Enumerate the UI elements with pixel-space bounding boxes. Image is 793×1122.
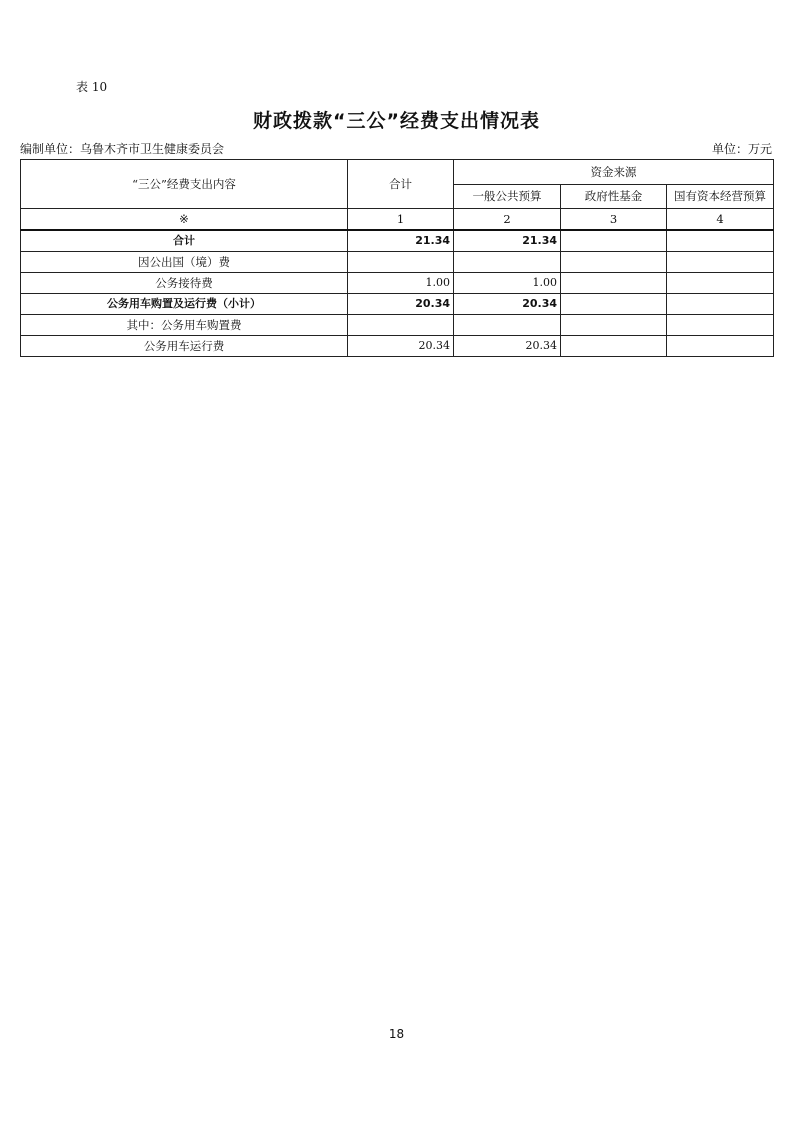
- page-number: 18: [388, 1027, 405, 1041]
- header-source-fund: 政府性基金: [561, 184, 667, 209]
- row-item: 公务用车运行费: [21, 336, 348, 357]
- row-capital: [667, 294, 774, 315]
- row-general: 1.00: [454, 273, 561, 294]
- table-row-total: [21, 230, 774, 252]
- index-cell: 3: [561, 209, 667, 231]
- row-general: 20.34: [454, 294, 561, 315]
- row-fund: [561, 252, 667, 273]
- row-capital: [667, 252, 774, 273]
- header-total: 合计: [348, 160, 454, 209]
- row-item: 公务接待费: [21, 273, 348, 294]
- index-cell: 4: [667, 209, 774, 231]
- document-title: 财政拨款“三公”经费支出情况表: [253, 110, 540, 132]
- row-fund: [561, 294, 667, 315]
- header-source-capital: 国有资本经营预算: [667, 184, 774, 209]
- row-capital: [667, 336, 774, 357]
- header-source-group: 资金来源: [454, 160, 774, 185]
- unit-label: 单位：万元: [711, 142, 772, 156]
- header-source-general: 一般公共预算: [454, 184, 561, 209]
- index-row: [21, 209, 774, 231]
- three-public-expenses-table: [20, 159, 774, 357]
- row-item: 因公出国（境）费: [21, 252, 348, 273]
- row-capital: [667, 230, 774, 252]
- table-row: [21, 273, 774, 294]
- row-item: 公务用车购置及运行费（小计）: [21, 294, 348, 315]
- row-fund: [561, 273, 667, 294]
- row-item: 其中：公务用车购置费: [21, 315, 348, 336]
- meta-row: [20, 140, 772, 157]
- row-fund: [561, 230, 667, 252]
- row-fund: [561, 315, 667, 336]
- row-total: 21.34: [348, 230, 454, 252]
- index-cell: 1: [348, 209, 454, 231]
- row-total: 20.34: [348, 294, 454, 315]
- header-item: “三公”经费支出内容: [21, 160, 348, 209]
- row-general: [454, 252, 561, 273]
- table-row: [21, 336, 774, 357]
- row-total: 1.00: [348, 273, 454, 294]
- row-fund: [561, 336, 667, 357]
- row-item: 合计: [21, 230, 348, 252]
- table-row: [21, 252, 774, 273]
- index-cell: 2: [454, 209, 561, 231]
- table-row-vehicle-subtotal: [21, 294, 774, 315]
- index-cell: ※: [21, 209, 348, 231]
- table-row: [21, 315, 774, 336]
- header-row: [21, 160, 774, 185]
- table-number-label: 表 10: [76, 80, 108, 94]
- row-capital: [667, 315, 774, 336]
- row-general: [454, 315, 561, 336]
- row-total: 20.34: [348, 336, 454, 357]
- row-total: [348, 315, 454, 336]
- row-total: [348, 252, 454, 273]
- row-general: 20.34: [454, 336, 561, 357]
- organization-label: 编制单位：乌鲁木齐市卫生健康委员会: [20, 142, 225, 156]
- row-capital: [667, 273, 774, 294]
- row-general: 21.34: [454, 230, 561, 252]
